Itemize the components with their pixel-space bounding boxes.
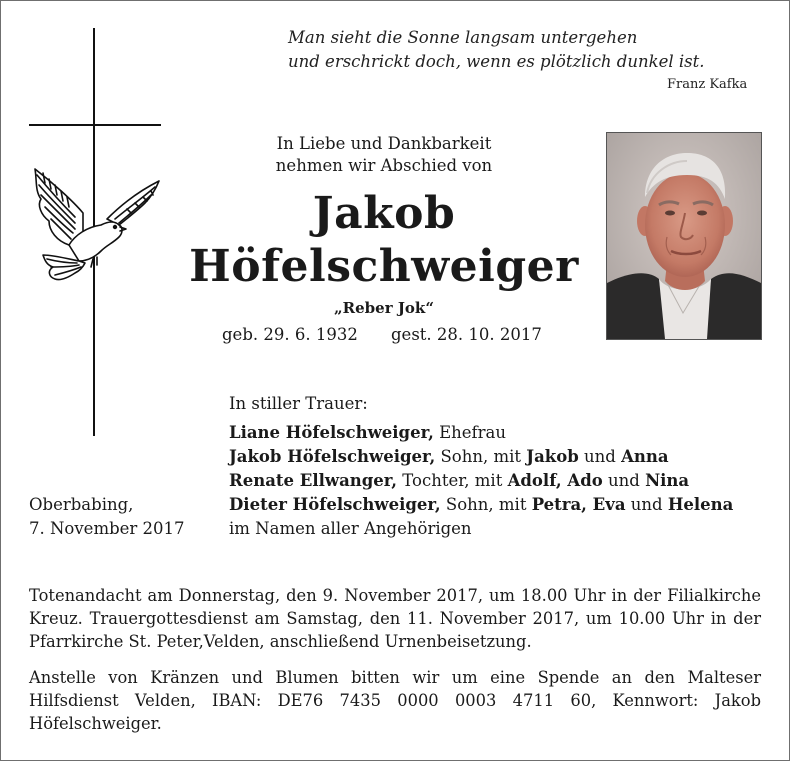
mourner-text-segment: Sohn, mit <box>435 447 527 466</box>
deceased-first-name: Jakob <box>312 188 456 239</box>
mourner-name-segment: Liane Höfelschweiger, <box>229 423 434 442</box>
portrait-photo <box>606 132 762 340</box>
mourner-row <box>229 517 769 541</box>
mourners-list <box>229 421 769 541</box>
mourner-text-segment: und <box>625 495 668 514</box>
service-details: Totenandacht am Donnerstag, den 9. November 2017, um 18.00 Uhr in der Filialkirche Kreuz. Trauergottesdienst am Samstag, den 11. November 2017, um 10.00 Uhr in der Pfarrkirche St. Peter,Velden, anschließend Urnenbeisetzung. <box>29 586 761 651</box>
place: Oberbabing, <box>29 495 134 514</box>
mourner-name-segment: Helena <box>667 495 734 514</box>
mourner-row <box>229 445 769 469</box>
mourner-text-segment: Ehefrau <box>433 423 506 442</box>
quote-line-2: und erschrickt doch, wenn es plötzlich dunkel ist. <box>288 52 705 71</box>
notice-date: 7. November 2017 <box>29 519 185 538</box>
mourner-name-segment: Jakob <box>526 447 579 466</box>
mourner-name-segment: Jakob Höfelschweiger, <box>229 447 436 466</box>
mourner-name-segment: Renate Ellwanger, <box>229 471 398 490</box>
birth-date: geb. 29. 6. 1932 <box>222 325 358 344</box>
mourner-text-segment: und <box>578 447 622 466</box>
mourner-text-segment: Tochter, mit <box>397 471 508 490</box>
mourner-text-segment: Sohn, mit <box>440 495 532 514</box>
mourner-text-segment: und <box>602 471 646 490</box>
intro-line-1: In Liebe und Dankbarkeit <box>276 134 492 153</box>
mourner-name-segment: Adolf, Ado <box>507 471 603 490</box>
mourner-name-segment: Anna <box>621 447 669 466</box>
mourner-text-segment: im Namen aller Angehörigen <box>229 519 472 538</box>
death-date: gest. 28. 10. 2017 <box>391 325 542 344</box>
mourner-row <box>229 469 769 493</box>
mourner-row <box>229 421 769 445</box>
dove-icon <box>23 161 165 289</box>
donation-request: Anstelle von Kränzen und Blumen bitten wir um eine Spende an den Malteser Hilfsdienst Velden, IBAN: DE76 7435 0000 0003 4711 60, Kennwort: Jakob Höfelschweiger. <box>29 668 761 733</box>
quote-line-1: Man sieht die Sonne langsam untergehen <box>288 28 638 47</box>
mourner-name-segment: Nina <box>645 471 690 490</box>
deceased-nickname: „Reber Jok“ <box>334 299 434 317</box>
deceased-last-name: Höfelschweiger <box>189 241 579 292</box>
mourner-name-segment: Petra, Eva <box>531 495 626 514</box>
mourner-row <box>229 493 769 517</box>
mourners-heading: In stiller Trauer: <box>229 394 368 413</box>
intro-line-2: nehmen wir Abschied von <box>275 156 493 175</box>
quote-author: Franz Kafka <box>667 77 748 92</box>
mourner-name-segment: Dieter Höfelschweiger, <box>229 495 441 514</box>
